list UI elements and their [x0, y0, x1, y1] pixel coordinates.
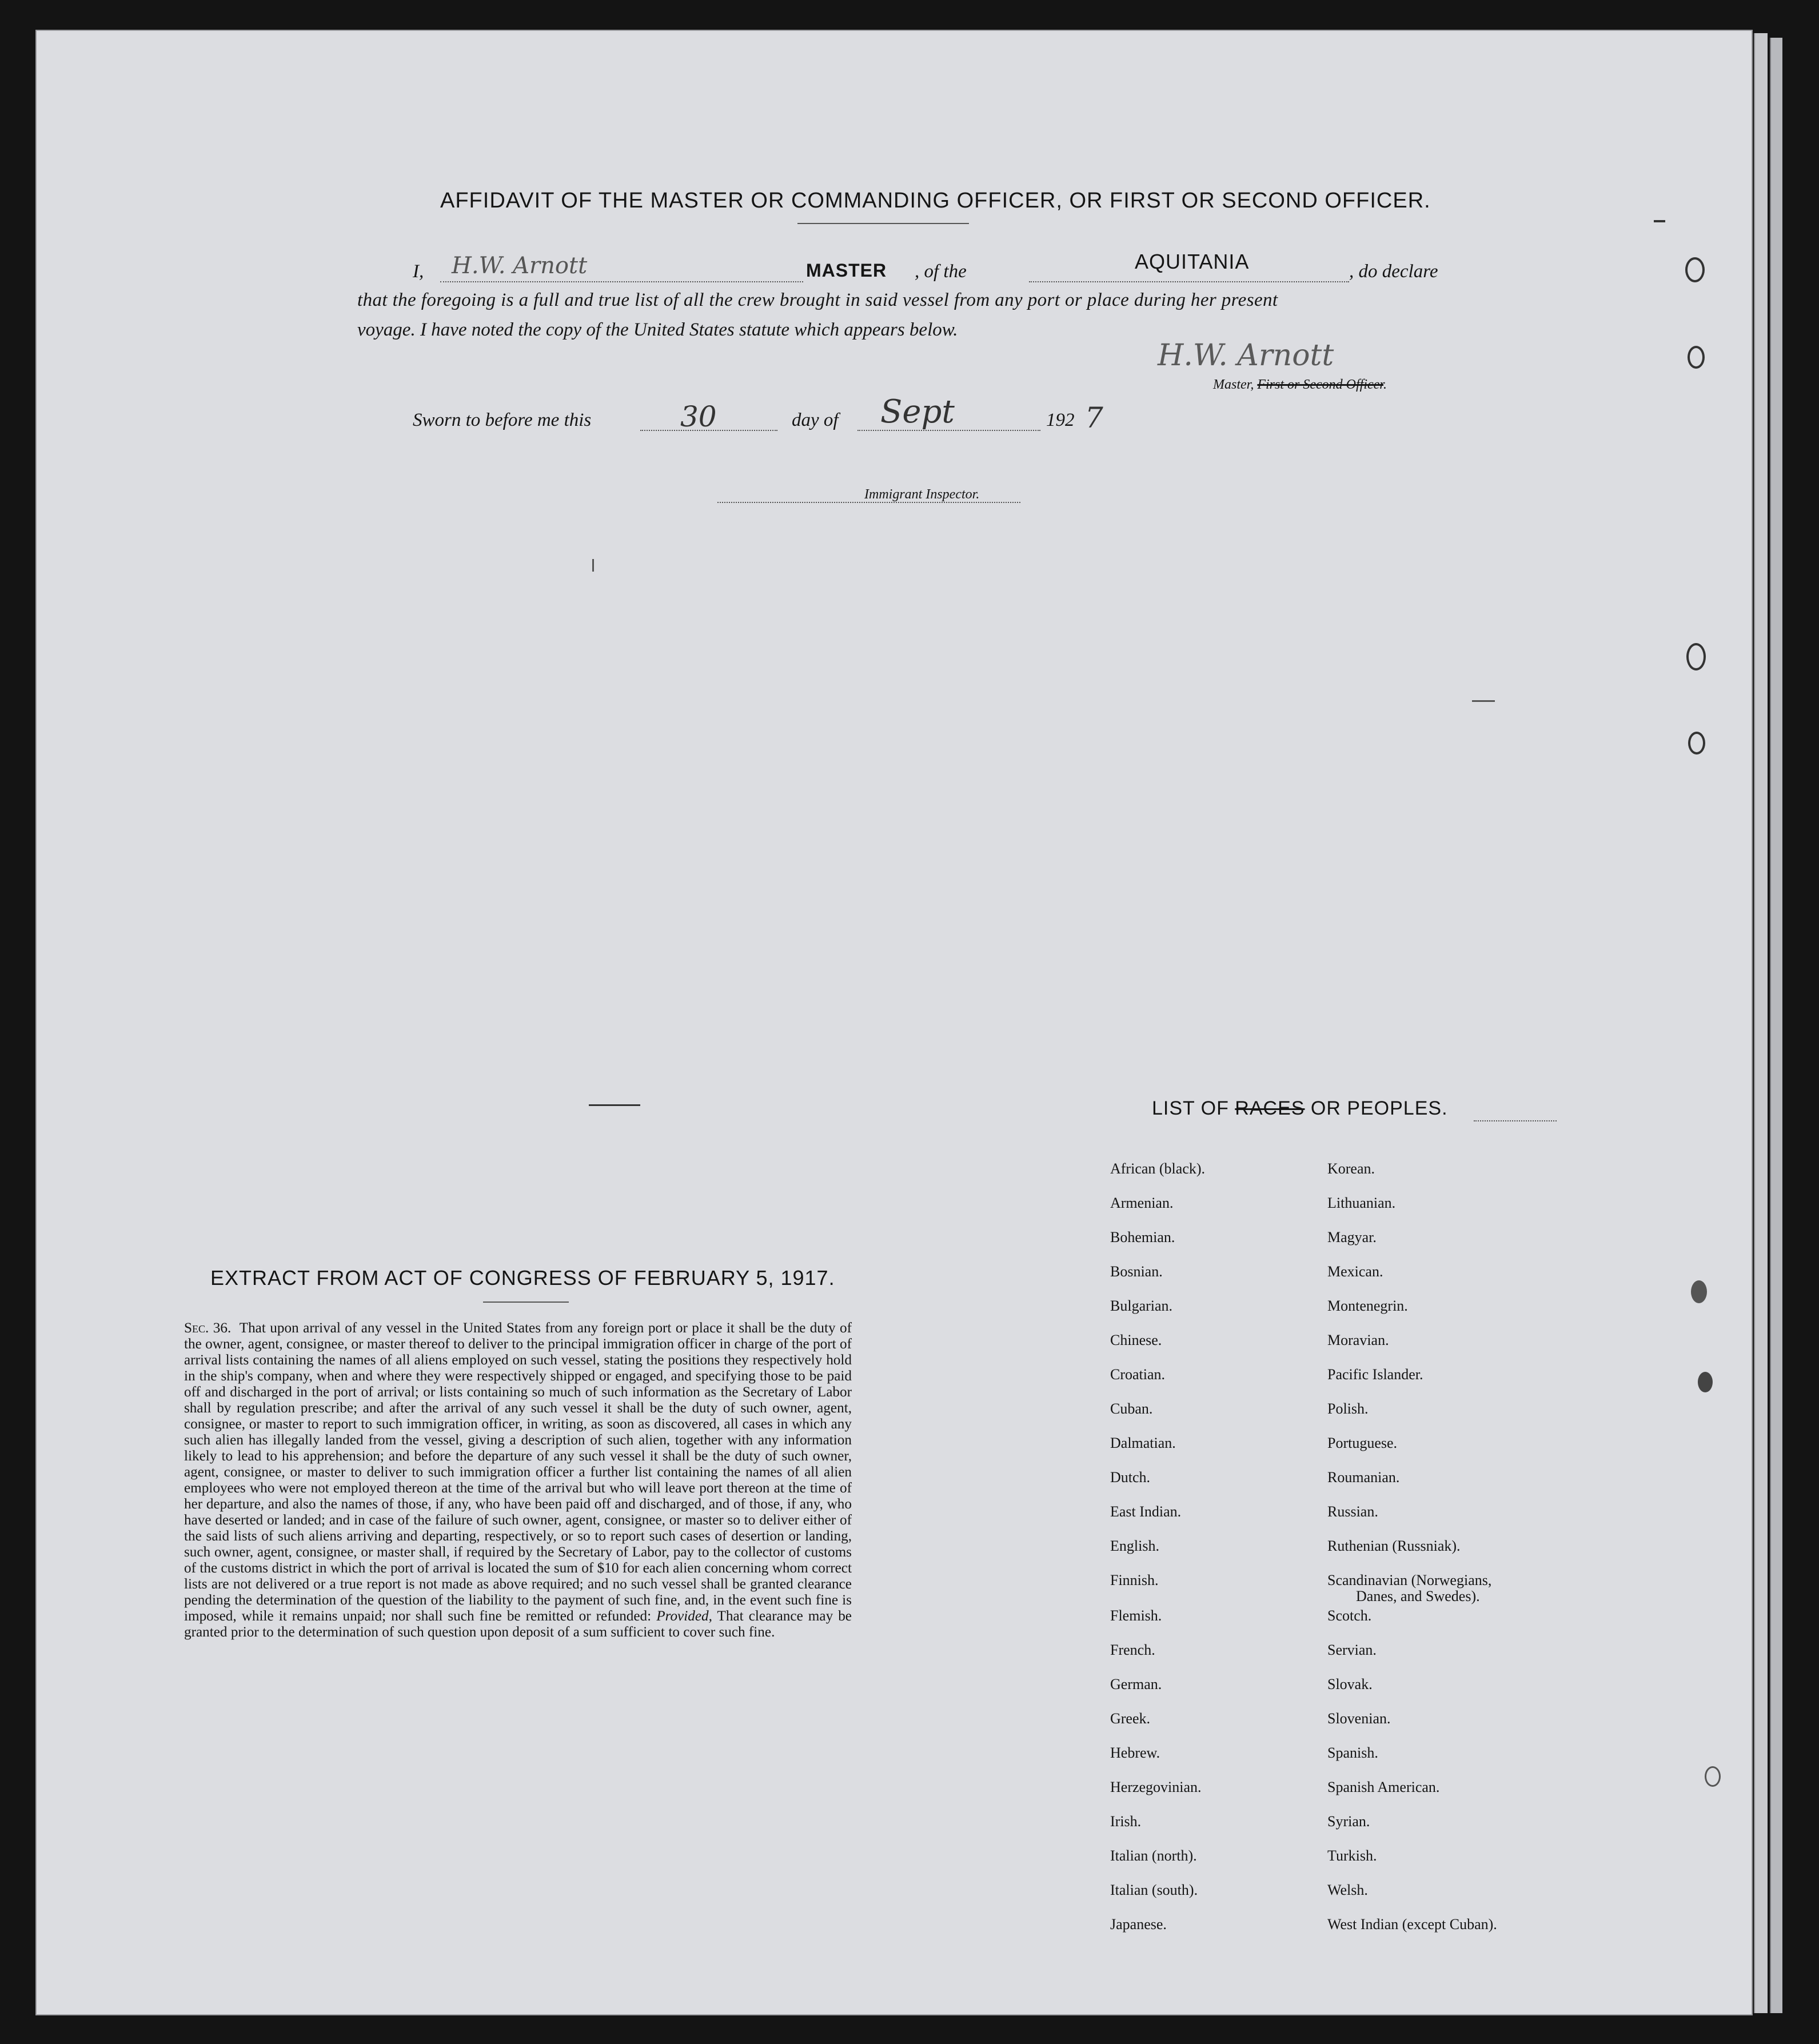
race-item: Syrian. [1327, 1813, 1370, 1830]
rank-stamp: MASTER [806, 260, 887, 281]
binding-hole-mark [1688, 346, 1705, 369]
race-item: Roumanian. [1327, 1469, 1400, 1486]
race-item: Bosnian. [1110, 1263, 1163, 1280]
race-item: Flemish. [1110, 1607, 1162, 1624]
race-item: East Indian. [1110, 1503, 1182, 1520]
races-title-dash [1474, 1120, 1557, 1121]
vessel-blank-line [1029, 281, 1349, 282]
binding-hole-mark [1691, 1280, 1707, 1303]
stray-mark [1472, 700, 1495, 702]
race-item: Ruthenian (Russniak). [1327, 1538, 1461, 1554]
year-printed: 192 [1046, 410, 1075, 430]
signature-caption: Master, First or Second Officer. [1213, 377, 1387, 392]
race-item: West Indian (except Cuban). [1327, 1916, 1497, 1933]
of-the-text: , of the [915, 261, 967, 282]
race-item: Spanish. [1327, 1744, 1378, 1761]
race-item: Dutch. [1110, 1469, 1151, 1486]
handwritten-year-digit: 7 [1085, 401, 1103, 434]
affidavit-title: AFFIDAVIT OF THE MASTER OR COMMANDING OFFICER, OR FIRST OR SECOND OFFICER. [440, 189, 1431, 213]
sworn-prefix: Sworn to before me this [413, 410, 592, 430]
provided-word: Provided, [656, 1608, 712, 1624]
race-item: Slovak. [1327, 1676, 1373, 1692]
extract-title: EXTRACT FROM ACT OF CONGRESS OF FEBRUARY 5, 1917. [210, 1266, 835, 1290]
race-item: Pacific Islander. [1327, 1366, 1423, 1383]
race-item: Finnish. [1110, 1572, 1159, 1588]
race-item: Bulgarian. [1110, 1298, 1173, 1314]
binding-hole-mark [1688, 732, 1705, 754]
section-label: Sec. 36. [184, 1320, 232, 1336]
race-item: Bohemian. [1110, 1229, 1175, 1245]
title-rule [797, 223, 969, 224]
race-item: Scotch. [1327, 1607, 1372, 1624]
race-item: Irish. [1110, 1813, 1142, 1830]
stray-mark [592, 559, 594, 572]
race-item: Japanese. [1110, 1916, 1167, 1933]
race-item: Chinese. [1110, 1332, 1162, 1348]
binding-hole-mark [1686, 643, 1706, 670]
race-item: Montenegrin. [1327, 1298, 1408, 1314]
handwritten-day: 30 [680, 400, 717, 433]
race-item: Herzegovinian. [1110, 1779, 1202, 1795]
race-item: Slovenian. [1327, 1710, 1391, 1727]
race-item: Italian (north). [1110, 1847, 1197, 1864]
race-item: German. [1110, 1676, 1162, 1692]
struck-first-second-officer: First or Second Officer [1257, 377, 1383, 392]
race-item: Hebrew. [1110, 1744, 1160, 1761]
race-item: Greek. [1110, 1710, 1151, 1727]
vessel-name: AQUITANIA [1135, 250, 1250, 273]
race-item: Moravian. [1327, 1332, 1389, 1348]
race-item: Dalmatian. [1110, 1435, 1176, 1451]
inspector-caption: Immigrant Inspector. [864, 487, 980, 502]
extract-title-rule [483, 1302, 569, 1303]
races-list-title: LIST OF RACES OR PEOPLES. [1152, 1097, 1448, 1119]
handwritten-master-name: H.W. Arnott [452, 253, 588, 279]
race-item: English. [1110, 1538, 1159, 1554]
race-item: Cuban. [1110, 1400, 1153, 1417]
day-of-text: day of [792, 410, 839, 430]
race-item: Croatian. [1110, 1366, 1166, 1383]
affidavit-line-3: voyage. I have noted the copy of the United States statute which appears below. [357, 320, 958, 340]
race-item-continued: Danes, and Swedes). [1356, 1588, 1480, 1604]
binding-hole-mark [1705, 1766, 1721, 1787]
statute-text: Sec. 36. That upon arrival of any vessel in the United States from any foreign port or place it shall be the duty of the owner, agent, consignee, or master thereof to deliver to the principal immigration officer in charge of the port of arrival lists containing the names of all aliens employed on such vessel, stating the positions they respectively hold in the ship's company, when and where they were respectively shipped or engaged, and specifying those to be paid off and discharged in the port of arrival; or lists containing so much of such information as the Secretary of Labor shall by regulation prescribe; and after the arrival of any such vessel it shall be the duty of such owner, agent, consignee, or master to report to such immigration officer, in writing, as soon as discovered, all cases in which any such alien has illegally landed from the vessel, giving a description of such alien, together with any information likely to lead to his apprehension; and before the departure of any such vessel it shall be the duty of such owner, agent, consignee, or master to deliver to such immigration officer a further list containing the names of all alien employees who were not employed thereon at the time of the arrival but who will leave port thereon at the time of her departure, and also the names of those, if any, who have been paid off and discharged, and of those, if any, who have deserted or landed; and in case of the failure of such owner, agent, consignee, or master so to deliver either of the said lists of such aliens arriving and departing, respectively, or so to report such cases of desertion or landing, such owner, agent, consignee, or master shall, if required by the Secretary of Labor, pay to the collector of customs of the customs district in which the port of arrival is located the sum of $10 for each alien concerning whom correct lists are not delivered or a true report is not made as above required; and no such vessel shall be granted clearance pending the determination of the question of the liability to the payment of such fine, and, in the event such fine is imposed, while it remains unpaid; nor shall such fine be remitted or refunded: Provided, That clearance may be granted prior to the determination of such question upon deposit of a sum sufficient to cover such fine. [184, 1320, 852, 1640]
race-item: Mexican. [1327, 1263, 1383, 1280]
race-item: Italian (south). [1110, 1882, 1198, 1898]
race-item: Welsh. [1327, 1882, 1368, 1898]
underlying-page-edge-2 [1770, 38, 1782, 2013]
race-item: Scandinavian (Norwegians, [1327, 1572, 1492, 1588]
binding-hole-mark [1698, 1372, 1713, 1392]
struck-races: RACES [1235, 1097, 1305, 1119]
race-item: Russian. [1327, 1503, 1378, 1520]
handwritten-month: Sept [880, 393, 955, 430]
race-item: Polish. [1327, 1400, 1369, 1417]
race-item: Portuguese. [1327, 1435, 1398, 1451]
race-item: Lithuanian. [1327, 1195, 1396, 1211]
master-signature: H.W. Arnott [1158, 338, 1334, 373]
affidavit-line-2: that the foregoing is a full and true list of all the crew brought in said vessel from any port or place during her present [357, 290, 1278, 310]
race-item: French. [1110, 1642, 1155, 1658]
race-item: Turkish. [1327, 1847, 1377, 1864]
race-item: Armenian. [1110, 1195, 1174, 1211]
binding-hole-mark [1685, 257, 1705, 282]
race-item: Korean. [1327, 1160, 1375, 1177]
stray-mark [1654, 220, 1665, 222]
name-blank-line [440, 281, 803, 282]
stray-mark [589, 1104, 640, 1106]
race-item: Spanish American. [1327, 1779, 1440, 1795]
underlying-page-edge [1754, 33, 1768, 2013]
affidavit-prefix: I, [413, 261, 424, 282]
do-declare-text: , do declare [1349, 261, 1438, 282]
race-item: African (black). [1110, 1160, 1206, 1177]
race-item: Magyar. [1327, 1229, 1377, 1245]
race-item: Servian. [1327, 1642, 1377, 1658]
